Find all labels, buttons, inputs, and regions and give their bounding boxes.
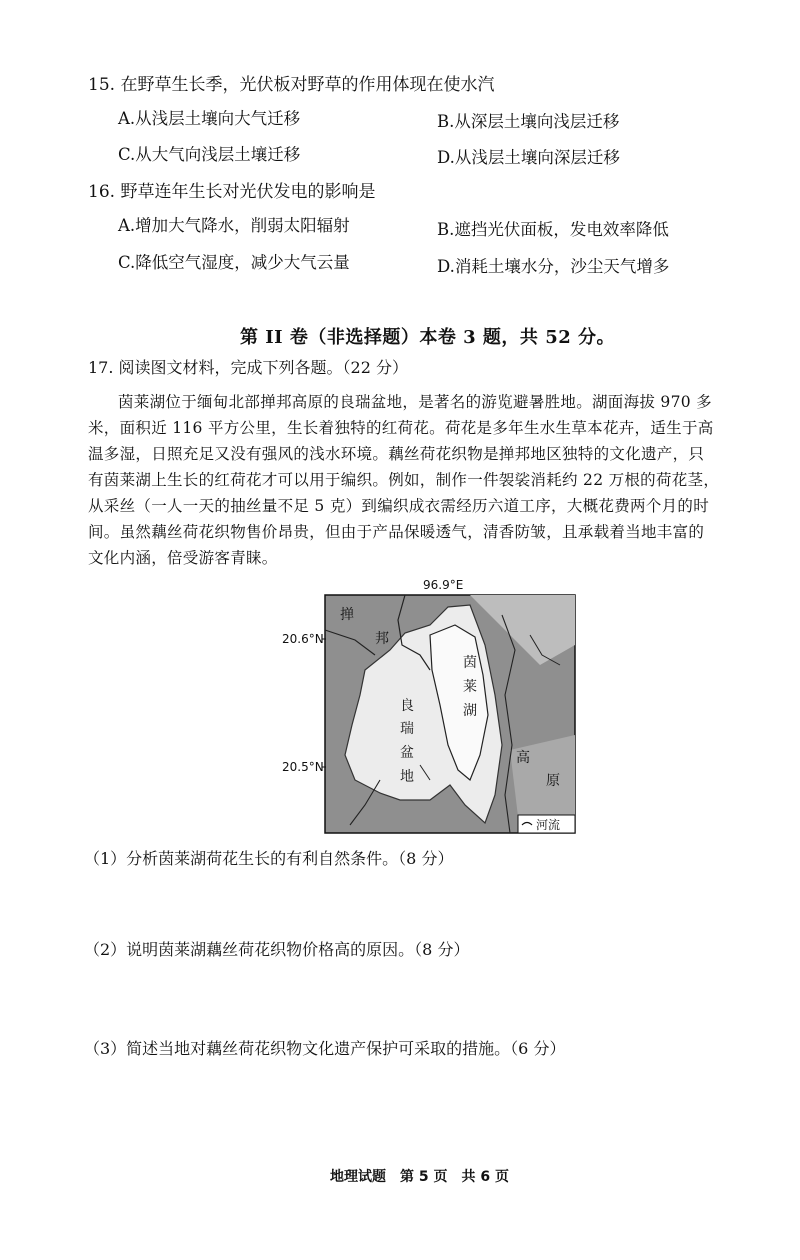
label-lake-3: 湖 <box>463 703 477 719</box>
longitude-label: 96.9°E <box>423 578 464 592</box>
q16-option-a: A.增加大气降水，削弱太阳辐射 <box>118 216 350 235</box>
material-line: 文化内涵，倍受游客青睐。 <box>88 549 278 567</box>
q15-stem: 15. 在野草生长季，光伏板对野草的作用体现在使水汽 <box>88 75 495 95</box>
label-lake-2: 莱 <box>463 679 477 695</box>
q17-material <box>88 389 719 571</box>
q16-option-c: C.降低空气湿度，减少大气云量 <box>118 253 350 272</box>
label-shan-1: 掸 <box>340 607 354 623</box>
label-basin-2: 瑞 <box>400 721 414 737</box>
q15-option-d: D.从浅层土壤向深层迁移 <box>437 148 620 167</box>
q15-option-b: B.从深层土壤向浅层迁移 <box>437 112 620 131</box>
label-plateau-2: 原 <box>546 773 560 789</box>
label-basin-1: 良 <box>400 698 414 714</box>
q17-sub3: （3）简述当地对藕丝荷花织物文化遗产保护可采取的措施。（6 分） <box>84 1039 566 1058</box>
page-footer: 地理试题 第 5 页 共 6 页 <box>330 1169 509 1185</box>
q17-sub1: （1）分析茵莱湖荷花生长的有利自然条件。（8 分） <box>84 849 454 868</box>
material-line: 温多湿，日照充足又没有强风的浅水环境。藕丝荷花织物是掸邦地区独特的文化遗产，只 <box>88 445 705 463</box>
latitude-label-bottom: 20.5°N <box>282 760 324 774</box>
section-title: 第 II 卷（非选择题）本卷 3 题，共 52 分。 <box>240 327 616 348</box>
q16-option-b: B.遮挡光伏面板，发电效率降低 <box>437 220 669 239</box>
material-line: 间。虽然藕丝荷花织物售价昂贵，但由于产品保暖透气，清香防皱，且承载着当地丰富的 <box>88 523 705 541</box>
legend-label: 河流 <box>536 818 561 832</box>
label-basin-3: 盆 <box>400 745 414 761</box>
q16-stem: 16. 野草连年生长对光伏发电的影响是 <box>88 182 376 202</box>
q15-option-c: C.从大气向浅层土壤迁移 <box>118 145 301 164</box>
latitude-label-top: 20.6°N <box>282 632 324 646</box>
label-plateau-1: 高 <box>516 750 530 766</box>
q16-option-d: D.消耗土壤水分，沙尘天气增多 <box>437 257 670 276</box>
material-line: 从采丝（一人一天的抽丝量不足 5 克）到编织成衣需经历六道工序，大概花费两个月的时 <box>88 497 710 515</box>
material-line: 茵莱湖位于缅甸北部掸邦高原的良瑞盆地，是著名的游览避暑胜地。湖面海拔 970 多 <box>118 393 712 411</box>
q15-option-a: A.从浅层土壤向大气迁移 <box>118 109 301 128</box>
map-figure <box>280 575 580 835</box>
q17-stem: 17. 阅读图文材料，完成下列各题。（22 分） <box>88 358 408 377</box>
material-line: 有茵莱湖上生长的红荷花才可以用于编织。例如，制作一件袈裟消耗约 22 万根的荷花茎， <box>88 471 720 489</box>
label-shan-2: 邦 <box>375 631 389 647</box>
q17-sub2: （2）说明茵莱湖藕丝荷花织物价格高的原因。（8 分） <box>84 940 470 959</box>
label-lake-1: 茵 <box>463 655 477 671</box>
label-basin-4: 地 <box>400 769 414 785</box>
inle-lake-map <box>280 575 580 835</box>
material-line: 米，面积近 116 平方公里，生长着独特的红荷花。荷花是多年生水生草本花卉，适生于高 <box>88 419 714 437</box>
